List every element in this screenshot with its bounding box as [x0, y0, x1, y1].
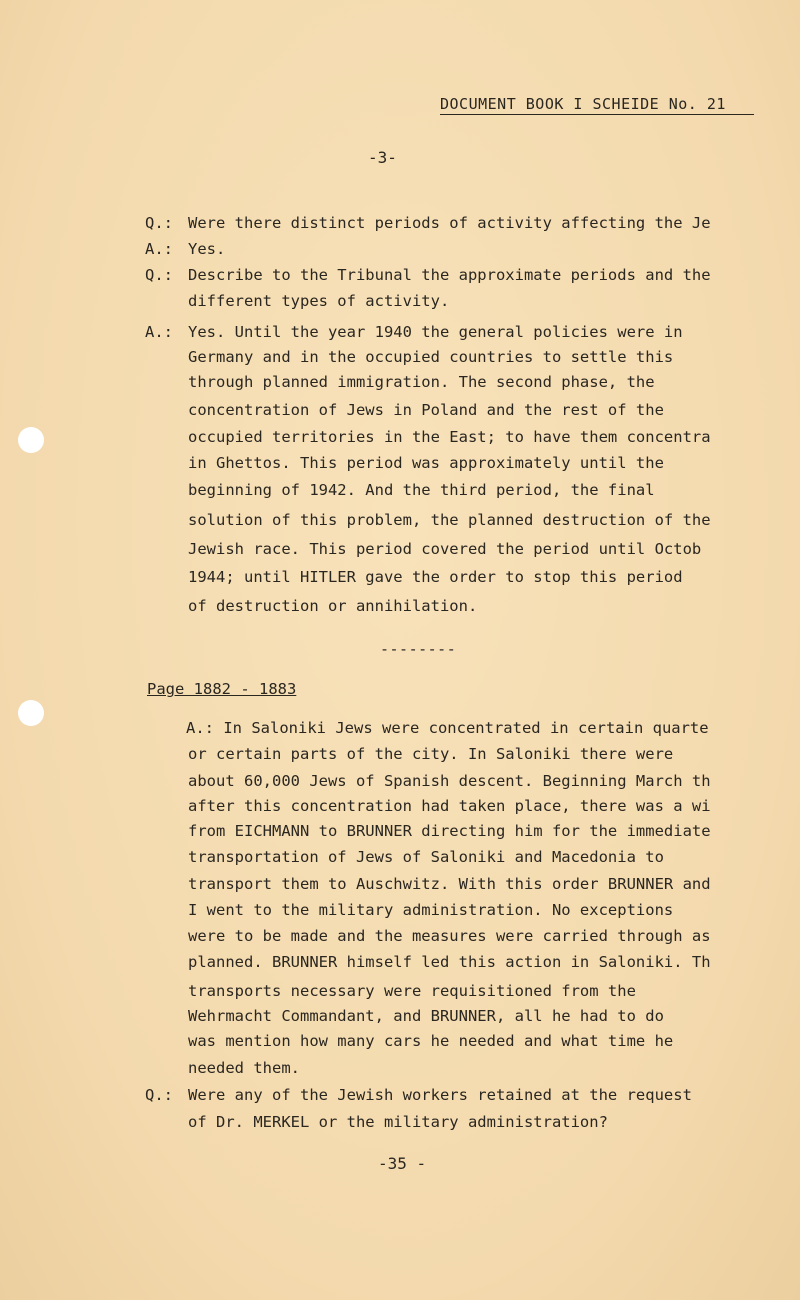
answer-line: through planned immigration. The second phase, the [188, 373, 655, 391]
answer-line: transport them to Auschwitz. With this order BRUNNER and [188, 875, 711, 893]
answer-line: of destruction or annihilation. [188, 597, 478, 615]
page-number-bottom: -35 - [378, 1154, 427, 1173]
answer-line: planned. BRUNNER himself led this action in Saloniki. Th [188, 953, 711, 971]
answer-line: Yes. Until the year 1940 the general policies were in [188, 323, 683, 341]
answer-line: in Ghettos. This period was approximately until the [188, 454, 664, 472]
answer-line: or certain parts of the city. In Saloniki there were [188, 745, 674, 763]
answer-line: concentration of Jews in Poland and the rest of the [188, 401, 664, 419]
page-number-top: -3- [368, 148, 397, 167]
answer-label [186, 716, 709, 741]
answer-line: transportation of Jews of Saloniki and Macedonia to [188, 848, 664, 866]
question-text: of Dr. MERKEL or the military administration? [188, 1113, 608, 1131]
answer-label: A.: [145, 323, 173, 341]
question-text: Describe to the Tribunal the approximate periods and the [188, 266, 711, 284]
answer-line: were to be made and the measures were carried through as [188, 927, 711, 945]
question-text: different types of activity. [188, 292, 450, 310]
punch-hole [18, 700, 44, 726]
answer-line: transports necessary were requisitioned from the [188, 982, 636, 1000]
answer-line: from EICHMANN to BRUNNER directing him for the immediate [188, 822, 711, 840]
answer-line: I went to the military administration. No exceptions [188, 901, 674, 919]
answer-line: 1944; until HITLER gave the order to stop this period [188, 568, 683, 586]
answer-line: Wehrmacht Commandant, and BRUNNER, all he had to do [188, 1007, 664, 1025]
answer-line: solution of this problem, the planned destruction of the [188, 511, 711, 529]
answer-line: Jewish race. This period covered the period until Octob [188, 540, 702, 558]
answer-line: needed them. [188, 1059, 300, 1077]
answer-label: A.: [145, 240, 173, 258]
question-label: Q.: [145, 266, 173, 284]
question-text: Were there distinct periods of activity affecting the Je [188, 214, 711, 232]
answer-line: Germany and in the occupied countries to settle this [188, 348, 674, 366]
section-separator: -------- [380, 640, 457, 658]
question-label: Q.: [145, 1086, 173, 1104]
answer-line: beginning of 1942. And the third period, the final [188, 481, 655, 499]
answer-line: occupied territories in the East; to have them concentra [188, 428, 711, 446]
answer-text: Yes. [188, 240, 226, 258]
document-header: DOCUMENT BOOK I SCHEIDE No. 21 [440, 94, 754, 115]
answer-line: after this concentration had taken place, there was a wi [188, 797, 711, 815]
page-reference: Page 1882 - 1883 [147, 680, 297, 698]
answer-line: was mention how many cars he needed and what time he [188, 1032, 674, 1050]
question-label: Q.: [145, 214, 173, 232]
answer-line: In Saloniki Jews were concentrated in certain quarte [223, 719, 709, 737]
answer-label-text: A.: [186, 719, 214, 737]
question-text: Were any of the Jewish workers retained at the request [188, 1086, 692, 1104]
punch-hole [18, 427, 44, 453]
answer-line: about 60,000 Jews of Spanish descent. Beginning March th [188, 772, 711, 790]
